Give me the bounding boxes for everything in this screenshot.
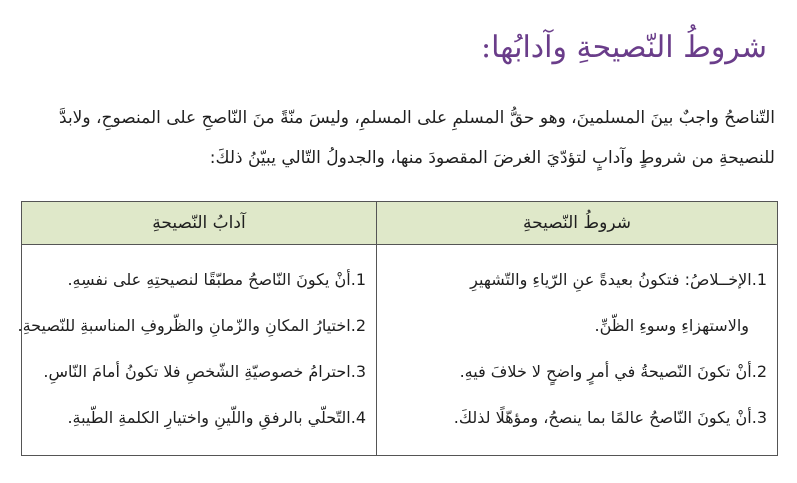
etiquettes-cell	[17, 245, 377, 456]
list-item: 3.أنْ يكونَ النّاصحُ عالمًا بما ينصحُ، ومؤهّلًا لذلكَ.	[453, 408, 767, 427]
intro-line: للنصيحةِ من شروطٍ وآدابٍ لتؤدّيَ الغرضَ المقصودَ منها، والجدولُ التّالي يبيّنُ ذلكَ:	[209, 148, 775, 168]
list-item: 1.الإخــلاصُ: فتكونُ بعيدةً عنِ الرّياءِ والتّشهيرِ	[470, 270, 767, 289]
advice-table	[17, 201, 778, 456]
list-item: 4.التّحلّي بالرفقِ واللّينِ واختيارِ الكلمةِ الطّيبةِ.	[67, 408, 366, 427]
list-item: 2.أنْ تكونَ النّصيحةُ في أمرٍ واضحٍ لا خلافَ فيهِ.	[459, 362, 767, 381]
header-etiquettes: آدابُ النّصيحةِ	[22, 202, 377, 245]
intro-line: التّناصحُ واجبٌ بينَ المسلمينَ، وهو حقُّ المسلمِ على المسلمِ، وليسَ منّةً منَ النّاصحِ على المنصوحِ، ولابدَّ	[59, 108, 775, 128]
conditions-cell	[377, 245, 778, 456]
list-item: والاستهزاءِ وسوءِ الظّنِّ.	[594, 316, 749, 335]
section-title: شروطُ النّصيحةِ وآدابُها:	[481, 30, 767, 65]
table-row	[22, 245, 778, 456]
list-item: 2.اختيارُ المكانِ والزّمانِ والظّروفِ المناسبةِ للنّصيحةِ.	[17, 316, 366, 335]
table-header-row	[22, 202, 778, 245]
intro-paragraph	[15, 98, 775, 178]
list-item: 3.احترامُ خصوصيّةِ الشّخصِ فلا تكونُ أمامَ النّاسِ.	[43, 362, 366, 381]
header-conditions: شروطُ النّصيحةِ	[377, 202, 778, 245]
list-item: 1.أنْ يكونَ النّاصحُ مطبّقًا لنصيحتِهِ على نفسِهِ.	[67, 270, 366, 289]
